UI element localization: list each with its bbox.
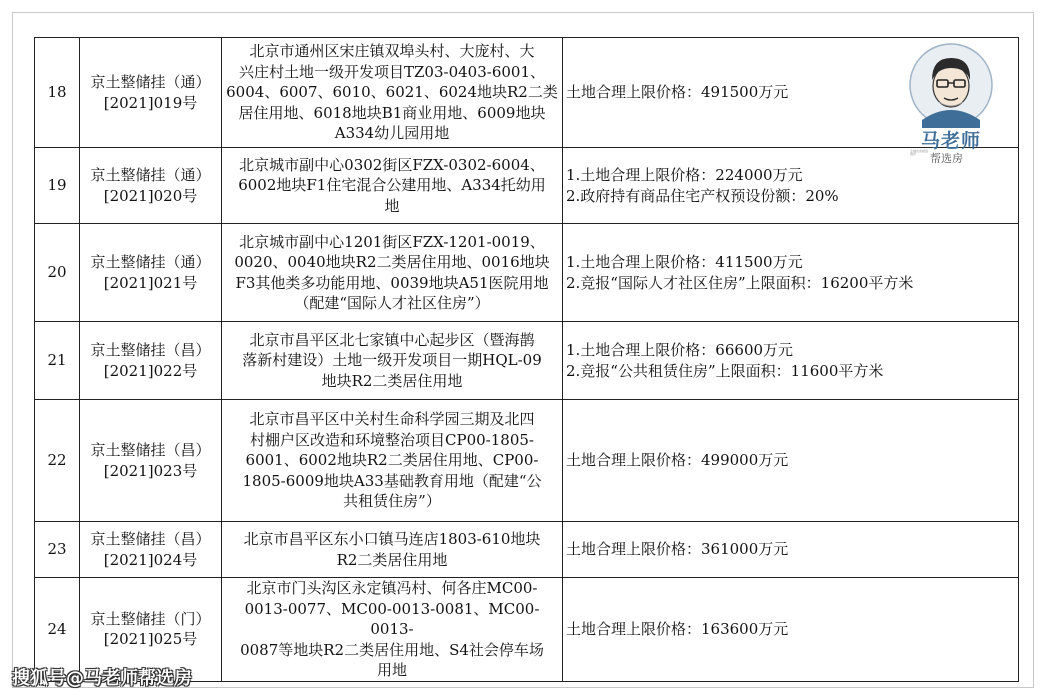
parcel-name-cell-line: A334幼儿园用地 — [334, 124, 450, 143]
table-row — [35, 322, 1019, 400]
announcement-code-cell-line: 京土整储挂（门） — [90, 609, 211, 628]
bid-condition-cell-line: 1.土地合理上限价格：411500万元 — [566, 253, 803, 271]
bid-condition-cell-line: 土地合理上限价格：361000万元 — [566, 540, 789, 559]
bid-condition-cell-line: 2.政府持有商品住宅产权预设份额：20% — [566, 186, 839, 205]
bid-condition-cell — [563, 522, 1019, 578]
row-number-cell: 21 — [35, 322, 80, 400]
parcel-name-cell-line: 0013-0077、MC00-0013-0081、MC00-0013- — [244, 599, 540, 638]
table-row — [35, 522, 1019, 578]
bid-condition-cell — [563, 578, 1019, 682]
parcel-name-cell-line: F3其他类多功能用地、0039地块A51医院用地 — [235, 273, 549, 292]
announcement-code-cell — [80, 38, 222, 148]
parcel-name-cell-line: 北京城市副中心0302街区FZX-0302-6004、 — [239, 155, 545, 174]
parcel-name-cell-line: （配建“国际人才社区住房”） — [294, 294, 490, 312]
logo-subtitle: 帮选房 — [930, 152, 963, 165]
announcement-code-cell-line: [2021]019号 — [103, 93, 198, 112]
announcement-code-cell-line: 京土整储挂（昌） — [90, 341, 211, 359]
table-body — [35, 38, 1019, 682]
announcement-code-cell-line: [2021]024号 — [103, 550, 198, 569]
parcel-name-cell-line: 6004、6007、6010、6021、6024地块R2二类 — [226, 83, 558, 102]
announcement-code-cell — [80, 148, 222, 224]
parcel-name-cell-line: 兴庄村土地一级开发项目TZ03-0403-6001、 — [239, 62, 545, 81]
parcel-name-cell — [222, 148, 563, 224]
announcement-code-cell-line: 京土整储挂（通） — [90, 253, 211, 271]
parcel-name-cell-line: 用地 — [376, 661, 407, 679]
announcement-code-cell-line: 京土整储挂（通） — [90, 73, 211, 91]
announcement-code-cell-line: [2021]020号 — [103, 186, 198, 205]
parcel-name-cell-line: 居住用地、6018地块B1商业用地、6009地块 — [238, 103, 546, 122]
announcement-code-cell-line: [2021]022号 — [103, 361, 198, 380]
row-number-cell: 24 — [35, 578, 80, 682]
sohu-watermark: 搜狐号@马老师帮选房 — [12, 668, 192, 689]
parcel-name-cell — [222, 400, 563, 522]
parcel-name-cell — [222, 522, 563, 578]
row-number-cell: 23 — [35, 522, 80, 578]
parcel-name-cell-line: 北京市门头沟区永定镇冯村、何各庄MC00- — [246, 579, 538, 597]
parcel-name-cell-line: 北京城市副中心1201街区FZX-1201-0019、 — [239, 232, 545, 251]
bid-condition-cell-line: 土地合理上限价格：499000万元 — [566, 451, 789, 470]
parcel-name-cell — [222, 578, 563, 682]
logo-tagline: 全城优质楼盘推荐 — [910, 149, 929, 156]
table-row — [35, 38, 1019, 148]
parcel-name-cell-line: 村棚户区改造和环境整治项目CP00-1805- — [250, 430, 534, 449]
parcel-name-cell-line: 共租赁住房”） — [343, 492, 441, 511]
land-auction-table — [34, 37, 1019, 682]
bid-condition-cell — [563, 224, 1019, 322]
announcement-code-cell-line: 京土整储挂（昌） — [90, 441, 211, 459]
announcement-code-cell — [80, 522, 222, 578]
bid-condition-cell-line: 1.土地合理上限价格：224000万元 — [566, 166, 803, 184]
bid-condition-cell-line: 2.竞报“公共租赁住房”上限面积：11600平方米 — [566, 361, 884, 380]
teacher-ma-logo — [908, 42, 994, 166]
parcel-name-cell-line: 落新村建设）土地一级开发项目一期HQL-09 — [242, 351, 542, 370]
table-row — [35, 148, 1019, 224]
row-number-cell: 22 — [35, 400, 80, 522]
announcement-code-cell — [80, 322, 222, 400]
bid-condition-cell — [563, 400, 1019, 522]
parcel-name-cell-line: R2二类居住用地 — [336, 550, 448, 569]
parcel-name-cell — [222, 322, 563, 400]
parcel-name-cell — [222, 38, 563, 148]
row-number-cell: 20 — [35, 224, 80, 322]
row-number-cell: 19 — [35, 148, 80, 224]
bid-condition-cell-line: 土地合理上限价格：163600万元 — [566, 620, 789, 638]
parcel-name-cell-line: 地块R2二类居住用地 — [321, 371, 463, 390]
announcement-code-cell-line: 京土整储挂（通） — [90, 166, 211, 184]
parcel-name-cell-line: 北京市通州区宋庄镇双埠头村、大庞村、大 — [249, 42, 535, 61]
parcel-name-cell-line: 6001、6002地块R2二类居住用地、CP00- — [245, 451, 539, 470]
announcement-code-cell-line: [2021]021号 — [103, 273, 198, 292]
bid-condition-cell — [563, 322, 1019, 400]
bid-condition-cell-line: 2.竞报“国际人才社区住房”上限面积：16200平方米 — [566, 273, 914, 292]
announcement-code-cell — [80, 224, 222, 322]
parcel-name-cell-line: 6002地块F1住宅混合公建用地、A334托幼用 — [238, 176, 546, 195]
parcel-name-cell-line: 1805-6009地块A33基础教育用地（配建“公 — [242, 471, 542, 490]
announcement-code-cell-line: 京土整储挂（昌） — [90, 530, 211, 548]
announcement-code-cell — [80, 400, 222, 522]
announcement-code-cell-line: [2021]023号 — [103, 461, 198, 480]
parcel-name-cell-line: 北京市昌平区中关村生命科学园三期及北四 — [249, 410, 535, 429]
bid-condition-cell-line: 1.土地合理上限价格：66600万元 — [566, 341, 794, 359]
row-number-cell: 18 — [35, 38, 80, 148]
announcement-code-cell-line: [2021]025号 — [103, 630, 198, 649]
avatar-icon — [908, 42, 994, 128]
table-row — [35, 400, 1019, 522]
parcel-name-cell-line: 0020、0040地块R2二类居住用地、0016地块 — [234, 253, 550, 271]
parcel-name-cell-line: 0087等地块R2二类居住用地、S4社会停车场 — [240, 640, 544, 659]
parcel-name-cell — [222, 224, 563, 322]
parcel-name-cell-line: 北京市昌平区北七家镇中心起步区（暨海鹊 — [249, 330, 535, 349]
parcel-name-cell-line: 北京市昌平区东小口镇马连店1803-610地块 — [243, 530, 541, 548]
parcel-name-cell-line: 地 — [384, 196, 400, 215]
logo-brand-text: 马老师 — [920, 130, 981, 152]
table-row — [35, 224, 1019, 322]
bid-condition-cell-line: 土地合理上限价格：491500万元 — [566, 83, 789, 102]
